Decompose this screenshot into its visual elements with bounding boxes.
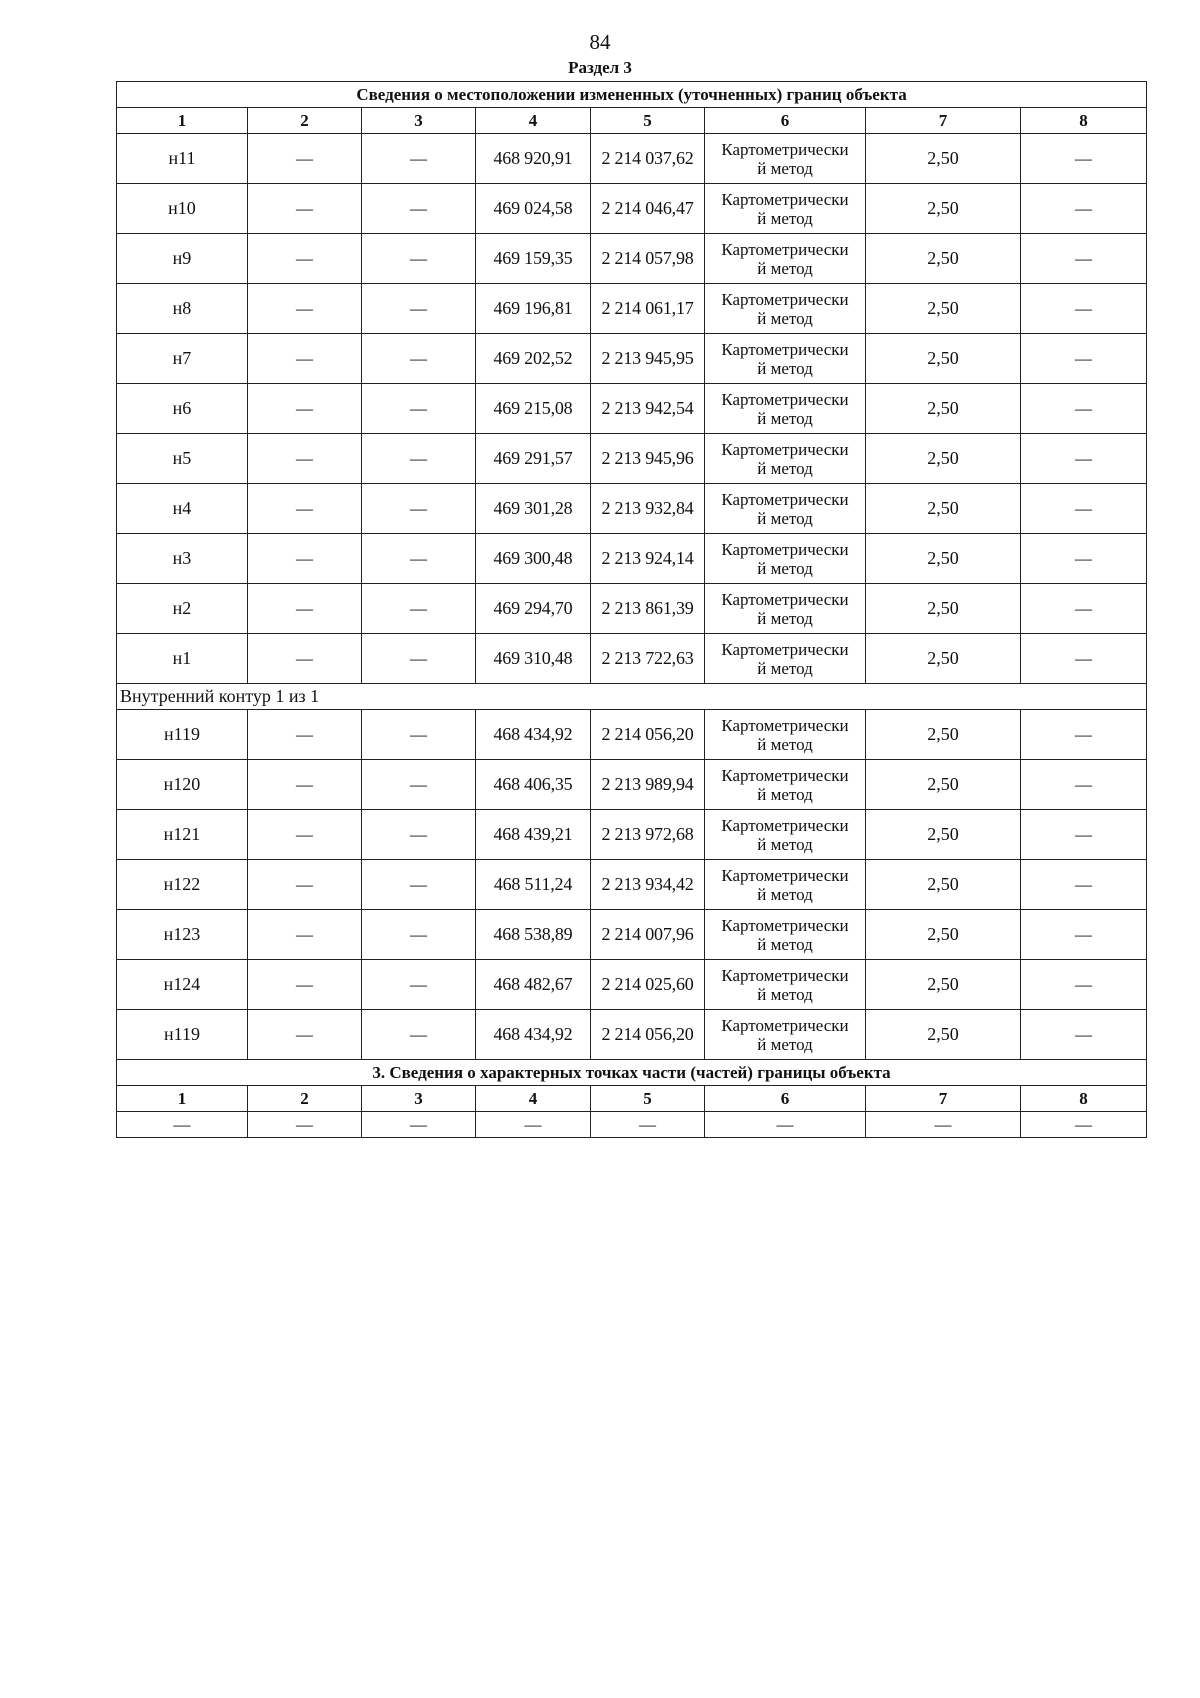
table-row	[117, 710, 1147, 760]
x-coordinate-cell: 469 159,35	[476, 234, 591, 284]
method-line: й метод	[757, 408, 813, 428]
dash-cell: —	[1021, 134, 1147, 184]
method-line: й метод	[757, 658, 813, 678]
method-cell	[705, 484, 866, 534]
dash-cell: —	[362, 710, 476, 760]
method-cell	[705, 184, 866, 234]
dash-cell: —	[1021, 284, 1147, 334]
inner-contour-rows	[117, 710, 1147, 1060]
dash-cell: —	[117, 1112, 248, 1138]
method-cell	[705, 1010, 866, 1060]
point-name-cell: н122	[117, 860, 248, 910]
dash-cell: —	[362, 860, 476, 910]
x-coordinate-cell: 469 300,48	[476, 534, 591, 584]
x-coordinate-cell: 468 434,92	[476, 710, 591, 760]
dash-cell: —	[248, 1010, 362, 1060]
column-header: 8	[1021, 108, 1147, 134]
table-row	[117, 960, 1147, 1010]
dash-cell: —	[1021, 584, 1147, 634]
dash-cell: —	[1021, 334, 1147, 384]
column-header: 1	[117, 108, 248, 134]
method-line: й метод	[757, 508, 813, 528]
parts-caption: 3. Сведения о характерных точках части (частей) границы объекта	[117, 1060, 1147, 1086]
x-coordinate-cell: 469 301,28	[476, 484, 591, 534]
dash-cell: —	[248, 384, 362, 434]
table-row	[117, 534, 1147, 584]
x-coordinate-cell: 469 196,81	[476, 284, 591, 334]
column-header: 2	[248, 1086, 362, 1112]
column-header: 7	[866, 108, 1021, 134]
point-name-cell: н5	[117, 434, 248, 484]
table-row	[117, 284, 1147, 334]
method-line: Картометрически	[721, 965, 849, 985]
accuracy-cell: 2,50	[866, 484, 1021, 534]
dash-cell: —	[248, 184, 362, 234]
outer-contour-rows	[117, 134, 1147, 684]
table-row	[117, 234, 1147, 284]
method-line: й метод	[757, 834, 813, 854]
inner-contour-label: Внутренний контур 1 из 1	[117, 684, 1147, 710]
dash-cell: —	[248, 910, 362, 960]
method-cell	[705, 534, 866, 584]
y-coordinate-cell: 2 213 924,14	[591, 534, 705, 584]
accuracy-cell: 2,50	[866, 634, 1021, 684]
x-coordinate-cell: 469 202,52	[476, 334, 591, 384]
dash-cell: —	[362, 910, 476, 960]
column-header: 4	[476, 108, 591, 134]
method-line: й метод	[757, 608, 813, 628]
dash-cell: —	[248, 434, 362, 484]
method-cell	[705, 434, 866, 484]
y-coordinate-cell: 2 213 861,39	[591, 584, 705, 634]
x-coordinate-cell: 468 406,35	[476, 760, 591, 810]
y-coordinate-cell: 2 214 057,98	[591, 234, 705, 284]
accuracy-cell: 2,50	[866, 584, 1021, 634]
boundary-points-table	[116, 81, 1147, 1138]
table-row	[117, 810, 1147, 860]
dash-cell: —	[362, 284, 476, 334]
column-header: 4	[476, 1086, 591, 1112]
method-cell	[705, 710, 866, 760]
dash-cell: —	[248, 234, 362, 284]
dash-cell: —	[248, 284, 362, 334]
point-name-cell: н1	[117, 634, 248, 684]
method-cell	[705, 634, 866, 684]
method-cell	[705, 334, 866, 384]
dash-cell: —	[248, 710, 362, 760]
parts-rows	[117, 1112, 1147, 1138]
dash-cell: —	[248, 134, 362, 184]
table-row	[117, 760, 1147, 810]
method-line: Картометрически	[721, 389, 849, 409]
x-coordinate-cell: 469 215,08	[476, 384, 591, 434]
accuracy-cell: 2,50	[866, 760, 1021, 810]
dash-cell: —	[1021, 184, 1147, 234]
dash-cell: —	[362, 334, 476, 384]
column-header: 6	[705, 1086, 866, 1112]
method-line: й метод	[757, 934, 813, 954]
dash-cell: —	[248, 334, 362, 384]
dash-cell: —	[362, 534, 476, 584]
table-row	[117, 184, 1147, 234]
method-cell	[705, 960, 866, 1010]
dash-cell: —	[362, 134, 476, 184]
method-cell	[705, 234, 866, 284]
dash-cell: —	[248, 534, 362, 584]
method-line: Картометрически	[721, 489, 849, 509]
dash-cell: —	[362, 234, 476, 284]
accuracy-cell: 2,50	[866, 334, 1021, 384]
method-line: й метод	[757, 158, 813, 178]
method-line: Картометрически	[721, 539, 849, 559]
dash-cell: —	[1021, 760, 1147, 810]
dash-cell: —	[362, 634, 476, 684]
dash-cell: —	[866, 1112, 1021, 1138]
table-row	[117, 634, 1147, 684]
point-name-cell: н120	[117, 760, 248, 810]
accuracy-cell: 2,50	[866, 384, 1021, 434]
method-line: й метод	[757, 258, 813, 278]
method-cell	[705, 860, 866, 910]
dash-cell: —	[248, 860, 362, 910]
dash-cell: —	[1021, 710, 1147, 760]
dash-cell: —	[248, 960, 362, 1010]
dash-cell: —	[1021, 634, 1147, 684]
method-cell	[705, 910, 866, 960]
point-name-cell: н119	[117, 1010, 248, 1060]
dash-cell: —	[248, 810, 362, 860]
method-line: й метод	[757, 784, 813, 804]
dash-cell: —	[362, 810, 476, 860]
y-coordinate-cell: 2 213 945,96	[591, 434, 705, 484]
method-line: Картометрически	[721, 639, 849, 659]
y-coordinate-cell: 2 213 945,95	[591, 334, 705, 384]
table-caption-row	[117, 82, 1147, 108]
method-line: й метод	[757, 734, 813, 754]
dash-cell: —	[248, 484, 362, 534]
table-row	[117, 484, 1147, 534]
x-coordinate-cell: 468 920,91	[476, 134, 591, 184]
y-coordinate-cell: 2 214 046,47	[591, 184, 705, 234]
y-coordinate-cell: 2 213 722,63	[591, 634, 705, 684]
x-coordinate-cell: 469 291,57	[476, 434, 591, 484]
dash-cell: —	[362, 1010, 476, 1060]
point-name-cell: н7	[117, 334, 248, 384]
dash-cell: —	[1021, 534, 1147, 584]
column-header: 3	[362, 1086, 476, 1112]
method-line: Картометрически	[721, 715, 849, 735]
accuracy-cell: 2,50	[866, 534, 1021, 584]
y-coordinate-cell: 2 214 025,60	[591, 960, 705, 1010]
dash-cell: —	[362, 760, 476, 810]
point-name-cell: н119	[117, 710, 248, 760]
accuracy-cell: 2,50	[866, 810, 1021, 860]
y-coordinate-cell: 2 214 007,96	[591, 910, 705, 960]
table-row	[117, 1112, 1147, 1138]
dash-cell: —	[362, 484, 476, 534]
accuracy-cell: 2,50	[866, 184, 1021, 234]
table-row	[117, 860, 1147, 910]
point-name-cell: н121	[117, 810, 248, 860]
column-header: 1	[117, 1086, 248, 1112]
dash-cell: —	[1021, 810, 1147, 860]
dash-cell: —	[1021, 434, 1147, 484]
page-number: 84	[589, 30, 611, 54]
column-header: 7	[866, 1086, 1021, 1112]
dash-cell: —	[1021, 860, 1147, 910]
method-line: Картометрически	[721, 189, 849, 209]
method-cell	[705, 384, 866, 434]
dash-cell: —	[1021, 960, 1147, 1010]
parts-header-row	[117, 1086, 1147, 1112]
point-name-cell: н11	[117, 134, 248, 184]
accuracy-cell: 2,50	[866, 860, 1021, 910]
dash-cell: —	[362, 960, 476, 1010]
y-coordinate-cell: 2 213 932,84	[591, 484, 705, 534]
point-name-cell: н124	[117, 960, 248, 1010]
column-header: 5	[591, 108, 705, 134]
x-coordinate-cell: 469 024,58	[476, 184, 591, 234]
point-name-cell: н4	[117, 484, 248, 534]
x-coordinate-cell: 468 434,92	[476, 1010, 591, 1060]
accuracy-cell: 2,50	[866, 710, 1021, 760]
dash-cell: —	[248, 584, 362, 634]
y-coordinate-cell: 2 213 972,68	[591, 810, 705, 860]
method-cell	[705, 584, 866, 634]
method-line: й метод	[757, 984, 813, 1004]
dash-cell: —	[1021, 910, 1147, 960]
x-coordinate-cell: 468 538,89	[476, 910, 591, 960]
dash-cell: —	[591, 1112, 705, 1138]
y-coordinate-cell: 2 214 056,20	[591, 1010, 705, 1060]
method-line: Картометрически	[721, 815, 849, 835]
accuracy-cell: 2,50	[866, 434, 1021, 484]
dash-cell: —	[362, 584, 476, 634]
y-coordinate-cell: 2 213 989,94	[591, 760, 705, 810]
dash-cell: —	[362, 1112, 476, 1138]
method-line: Картометрически	[721, 439, 849, 459]
dash-cell: —	[362, 184, 476, 234]
dash-cell: —	[1021, 1010, 1147, 1060]
x-coordinate-cell: 469 294,70	[476, 584, 591, 634]
method-cell	[705, 134, 866, 184]
y-coordinate-cell: 2 214 037,62	[591, 134, 705, 184]
method-line: Картометрически	[721, 915, 849, 935]
dash-cell: —	[248, 1112, 362, 1138]
method-line: Картометрически	[721, 765, 849, 785]
accuracy-cell: 2,50	[866, 910, 1021, 960]
method-cell	[705, 760, 866, 810]
y-coordinate-cell: 2 214 056,20	[591, 710, 705, 760]
x-coordinate-cell: 468 482,67	[476, 960, 591, 1010]
method-line: й метод	[757, 358, 813, 378]
accuracy-cell: 2,50	[866, 1010, 1021, 1060]
method-line: Картометрически	[721, 589, 849, 609]
column-header: 8	[1021, 1086, 1147, 1112]
point-name-cell: н8	[117, 284, 248, 334]
table-row	[117, 134, 1147, 184]
dash-cell: —	[362, 434, 476, 484]
method-line: й метод	[757, 308, 813, 328]
method-line: Картометрически	[721, 139, 849, 159]
point-name-cell: н3	[117, 534, 248, 584]
method-line: Картометрически	[721, 865, 849, 885]
x-coordinate-cell: 468 511,24	[476, 860, 591, 910]
dash-cell: —	[248, 634, 362, 684]
table-row	[117, 384, 1147, 434]
method-line: Картометрически	[721, 339, 849, 359]
method-line: й метод	[757, 558, 813, 578]
accuracy-cell: 2,50	[866, 134, 1021, 184]
method-line: Картометрически	[721, 239, 849, 259]
method-line: Картометрически	[721, 289, 849, 309]
method-line: й метод	[757, 884, 813, 904]
dash-cell: —	[1021, 1112, 1147, 1138]
y-coordinate-cell: 2 213 934,42	[591, 860, 705, 910]
method-cell	[705, 810, 866, 860]
point-name-cell: н10	[117, 184, 248, 234]
column-header: 3	[362, 108, 476, 134]
table-row	[117, 334, 1147, 384]
accuracy-cell: 2,50	[866, 234, 1021, 284]
dash-cell: —	[705, 1112, 866, 1138]
point-name-cell: н6	[117, 384, 248, 434]
parts-caption-row	[117, 1060, 1147, 1086]
column-header: 2	[248, 108, 362, 134]
accuracy-cell: 2,50	[866, 284, 1021, 334]
method-line: й метод	[757, 208, 813, 228]
inner-contour-row	[117, 684, 1147, 710]
method-line: й метод	[757, 1034, 813, 1054]
table-caption: Сведения о местоположении измененных (уточненных) границ объекта	[117, 82, 1147, 108]
point-name-cell: н9	[117, 234, 248, 284]
y-coordinate-cell: 2 213 942,54	[591, 384, 705, 434]
column-header: 6	[705, 108, 866, 134]
x-coordinate-cell: 469 310,48	[476, 634, 591, 684]
method-line: Картометрически	[721, 1015, 849, 1035]
dash-cell: —	[1021, 384, 1147, 434]
point-name-cell: н123	[117, 910, 248, 960]
section-title: Раздел 3	[568, 58, 632, 77]
table-row	[117, 434, 1147, 484]
table-row	[117, 1010, 1147, 1060]
table-row	[117, 910, 1147, 960]
accuracy-cell: 2,50	[866, 960, 1021, 1010]
column-header-row	[117, 108, 1147, 134]
dash-cell: —	[1021, 234, 1147, 284]
y-coordinate-cell: 2 214 061,17	[591, 284, 705, 334]
dash-cell: —	[476, 1112, 591, 1138]
dash-cell: —	[362, 384, 476, 434]
x-coordinate-cell: 468 439,21	[476, 810, 591, 860]
table-row	[117, 584, 1147, 634]
dash-cell: —	[1021, 484, 1147, 534]
method-cell	[705, 284, 866, 334]
point-name-cell: н2	[117, 584, 248, 634]
dash-cell: —	[248, 760, 362, 810]
method-line: й метод	[757, 458, 813, 478]
column-header: 5	[591, 1086, 705, 1112]
